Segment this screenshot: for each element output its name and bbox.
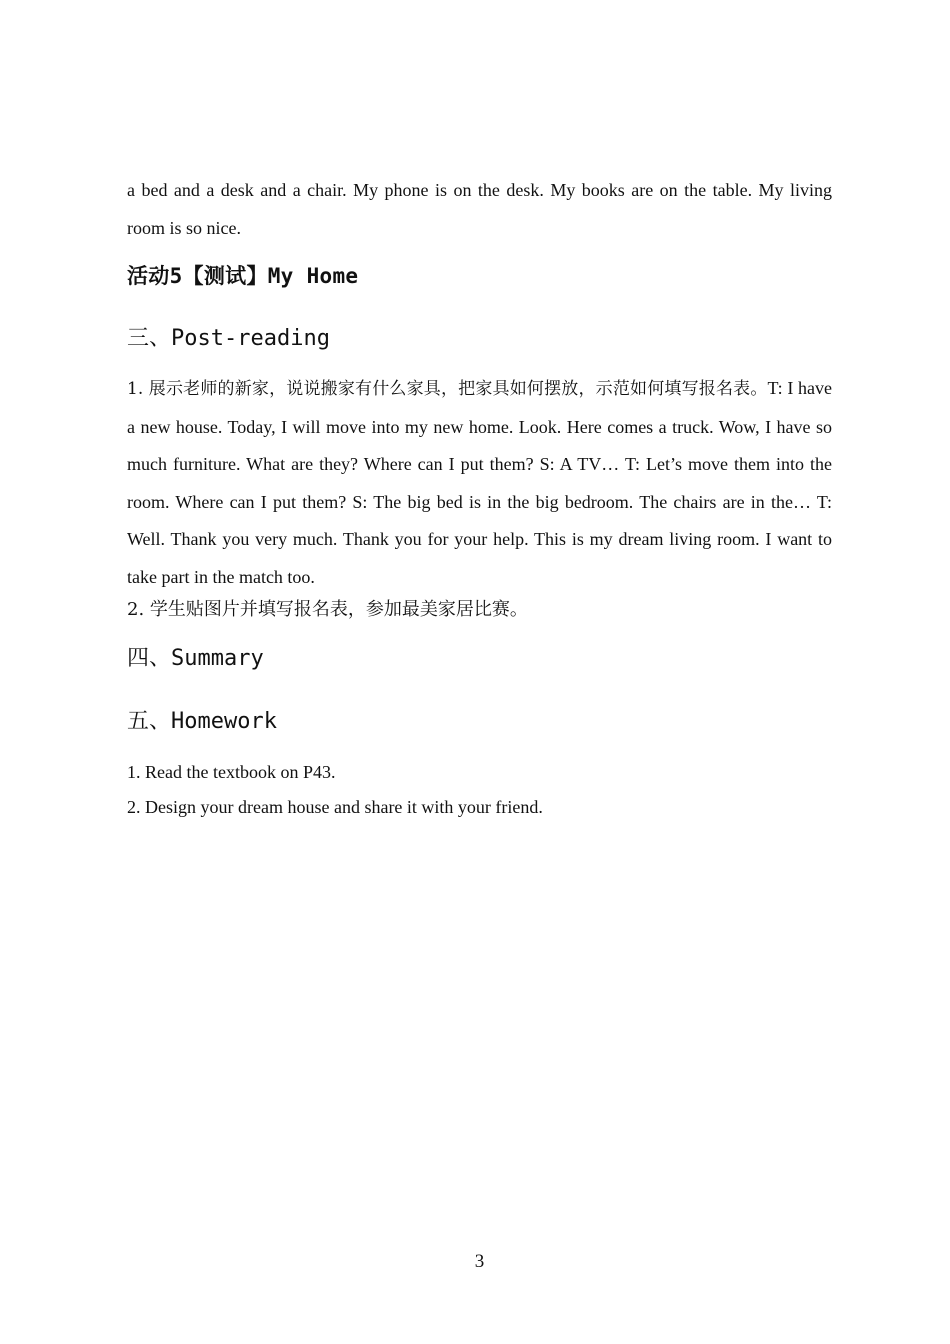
activity-heading: 活动5【测试】My Home <box>127 264 359 288</box>
intro-paragraph: a bed and a desk and a chair. My phone is on the desk. My books are on the table. My living room is so nice. <box>127 180 832 238</box>
summary-heading: 四、Summary <box>127 646 264 671</box>
post-reading-item-2: 2. 学生贴图片并填写报名表，参加最美家居比赛。 <box>127 599 528 620</box>
homework-item-2: 2. Design your dream house and share it with your friend. <box>127 797 543 817</box>
post-reading-item-1-en: T: I have a new house. Today, I will move into my new home. Look. Here comes a truck. Wow, I have so much furniture. What are they? Where can I put them? S: A TV… T: Let’s move them into the room. Where can I put them? S: The big bed is in the big bedroom. The chairs are in the… T: Well. Thank you very much. Thank you for your help. This is my dream living room. I want to take part in the match too. <box>127 378 832 587</box>
document-page <box>127 0 832 1344</box>
post-reading-item-1-cn: 1. 展示老师的新家，说说搬家有什么家具，把家具如何摆放，示范如何填写报名表。 <box>127 379 768 399</box>
post-reading-item-1 <box>127 370 832 596</box>
homework-heading: 五、Homework <box>127 709 277 734</box>
page-number: 3 <box>474 1251 485 1272</box>
homework-item-1: 1. Read the textbook on P43. <box>127 762 336 782</box>
post-reading-heading: 三、Post-reading <box>127 326 330 351</box>
